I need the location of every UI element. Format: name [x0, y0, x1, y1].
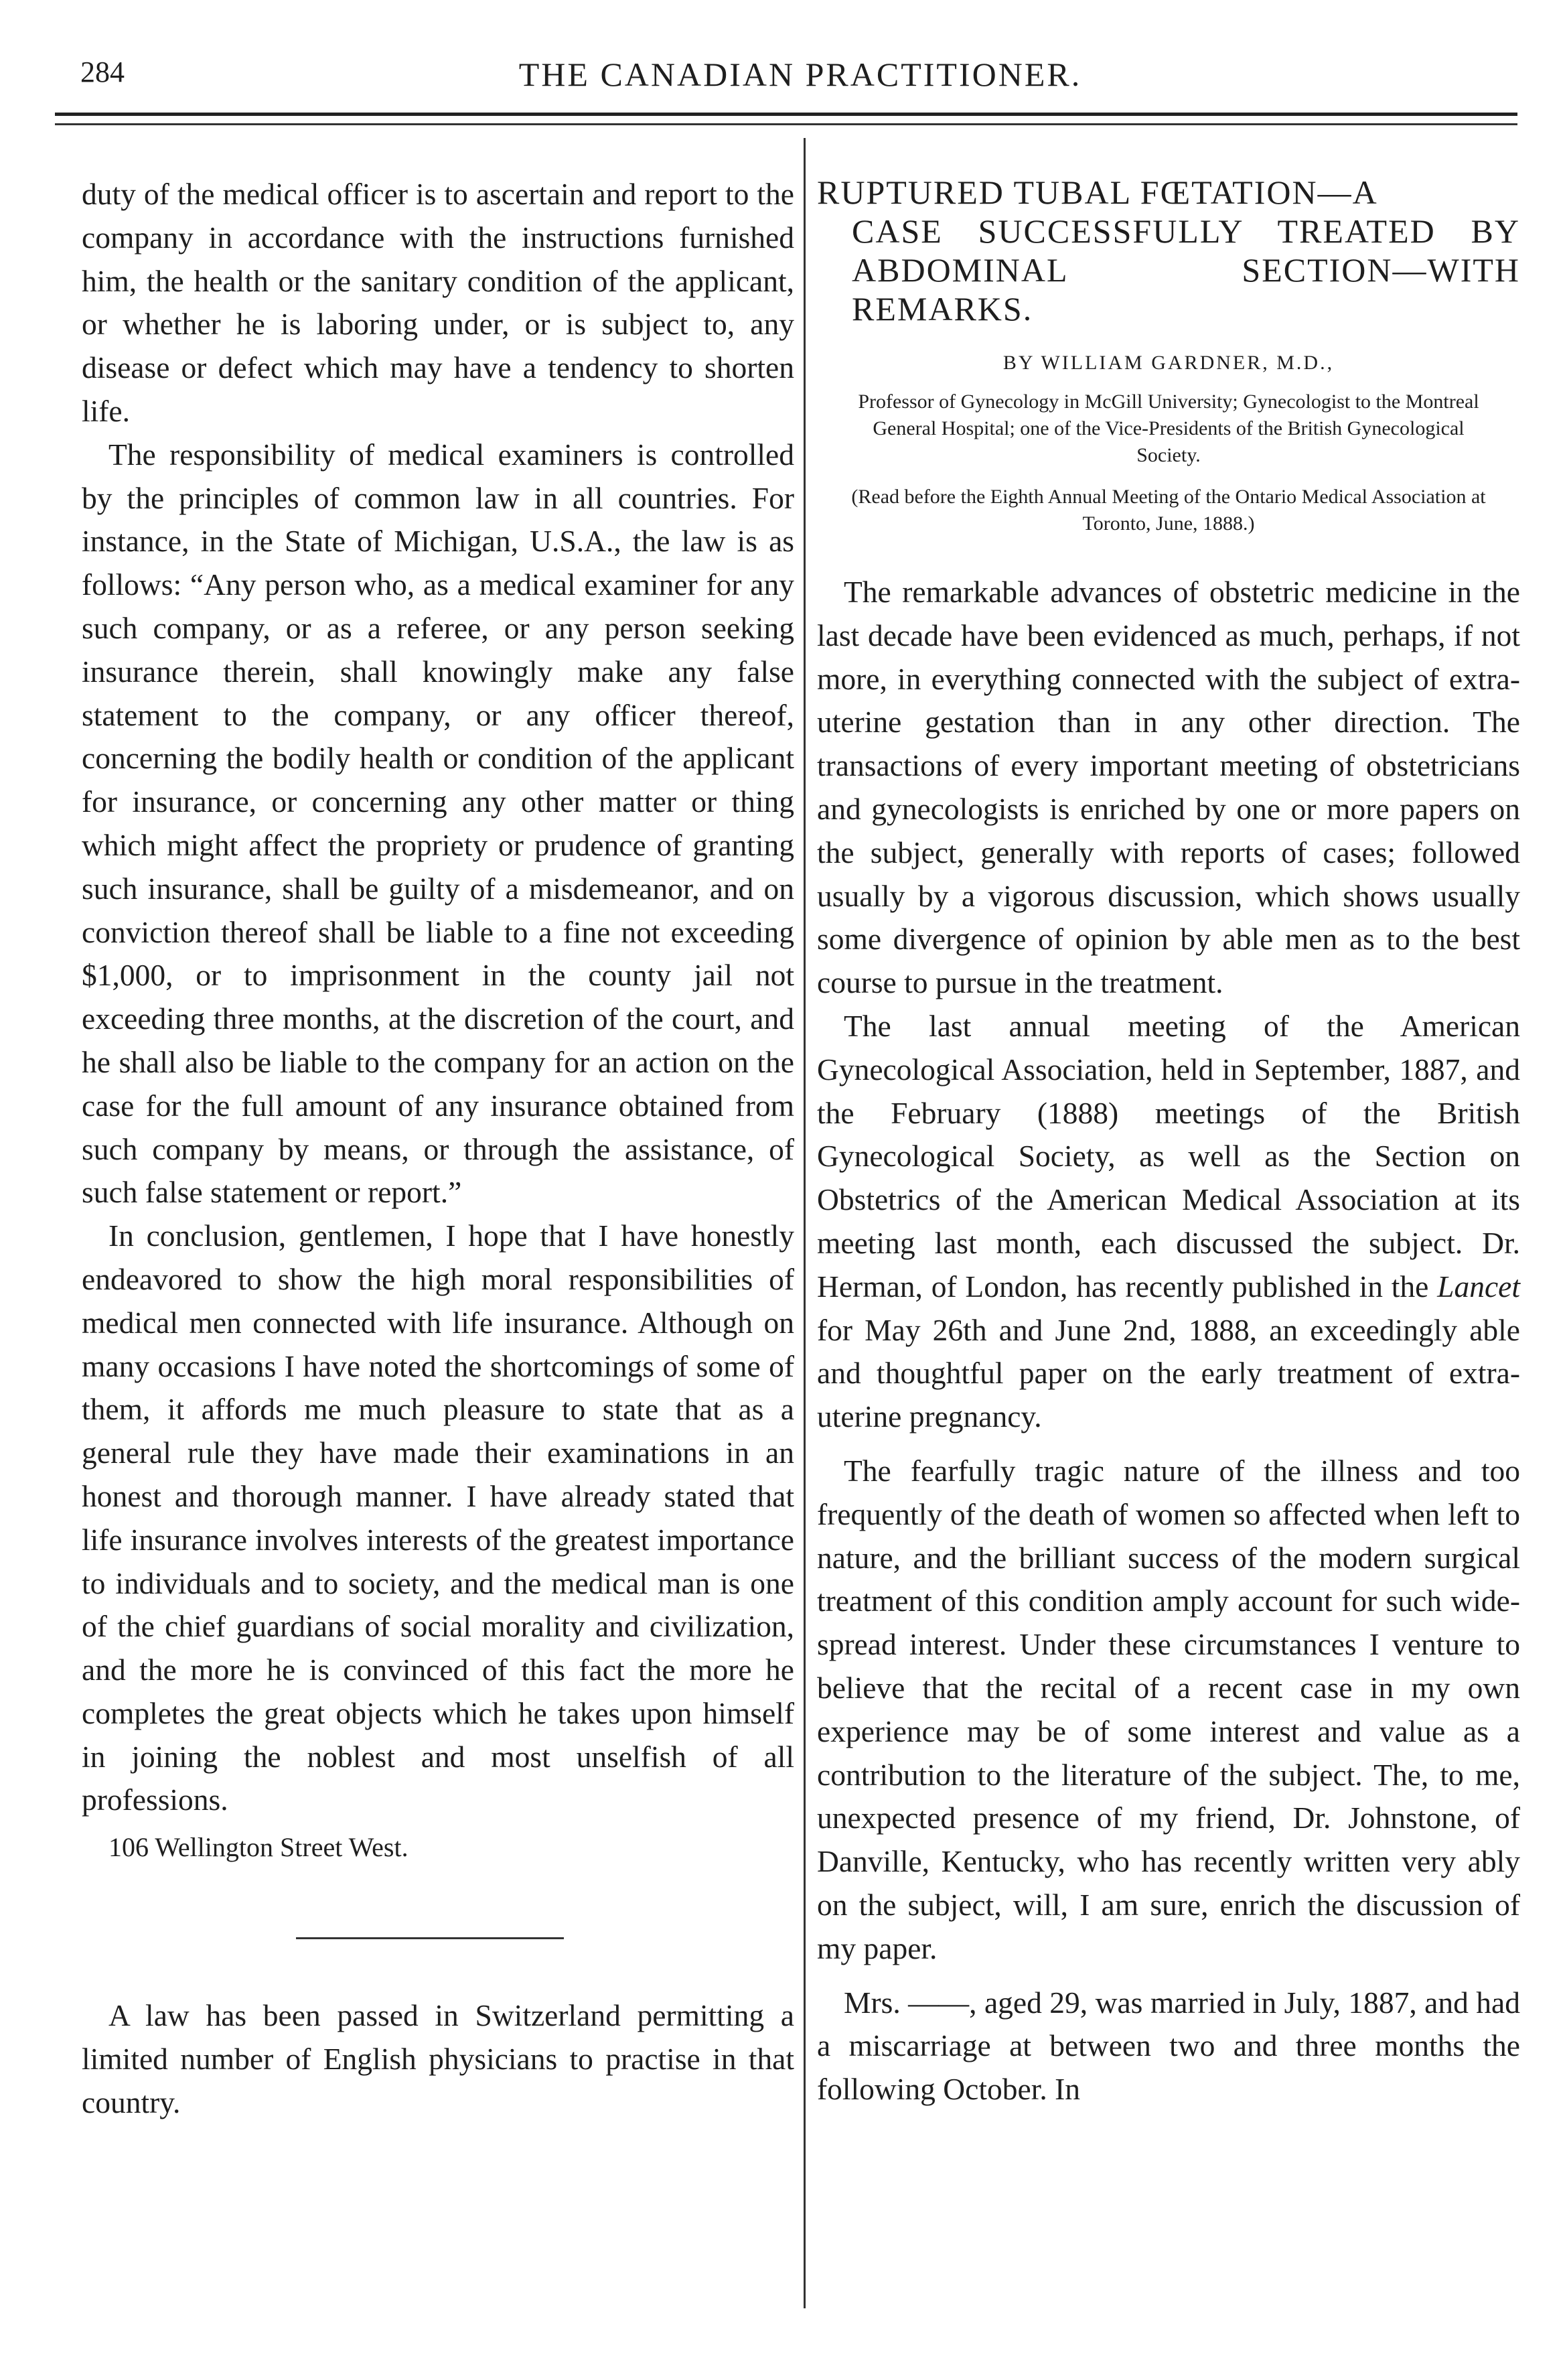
page-header [80, 55, 1520, 95]
right-paragraph-1: The remarkable advances of obstetric medicine in the last decade have been evidenced as much, perhaps, if not more, in everything connected with the subject of extra-uterine gestation than in any other direction. The transactions of every important meeting of obstetricians and gynecologists is enriched by one or more papers on the subject, generally with reports of cases; followed usually by a vigorous discussion, which shows usually some divergence of opinion by able men as to the best course to pursue in the treatment. [817, 575, 1520, 1000]
presentation-note: (Read before the Eighth Annual Meeting of the Ontario Medical Association at Toronto, June, 1888.) [851, 486, 1486, 535]
right-paragraph-3: The fearfully tragic nature of the illness and too frequently of the death of women so affected when left to nature, and the brilliant success of the modern surgical treatment of this condition amply account for such wide-spread interest. Under these circumstances I venture to believe that the recital of a recent case in my own experience may be of some interest and value as a contribution to the literature of the subject. The, to me, unexpected presence of my friend, Dr. Johnstone, of Danville, Kentucky, who has recently written very ably on the subject, will, I am sure, enrich the discussion of my paper. [817, 1453, 1520, 1965]
right-paragraph-2-part-a: The last annual meeting of the American Gynecological Association, held in September, 1887, and the February (1888) meetings of the British Gynecological Society, as well as the Section on Obstetrics of the American Medical Association at its meeting last month, each discussed the subject. Dr. Herman, of London, has recently published in the [817, 1008, 1520, 1304]
left-paragraph-3: In conclusion, gentlemen, I hope that I have honestly endeavored to show the high moral responsibilities of medical men connected with life insurance. Although on many occasions I have noted the shortcomings of some of them, it affords me much pleasure to state that as a general rule they have made their examinations in an honest and thorough manner. I have already stated that life insurance involves interests of the greatest importance to individuals and to society, and the medical man is one of the chief guardians of social morality and civilization, and the more he is convinced of this fact the more he completes the great objects which he takes upon himself in joining the noblest and most unselfish of all professions. [82, 1218, 794, 1817]
left-column [82, 173, 794, 2125]
column-divider [804, 138, 806, 2308]
article-body [817, 571, 1520, 2111]
article-title-line-1: RUPTURED TUBAL FŒTATION—A [817, 173, 1378, 211]
article-title [817, 173, 1520, 328]
running-title: THE CANADIAN PRACTITIONER. [518, 56, 1082, 93]
left-paragraph-2: The responsibility of medical examiners is controlled by the principles of common law in all countries. For instance, in the State of Michigan, U.S.A., the law is as follows: “Any person who, as a medical examiner for any such company, or as a referee, or any person seeking insurance therein, shall knowingly make any false statement to the company, or any officer thereof, concerning the bodily health or condition of the applicant for insurance, or concerning any other matter or thing which might affect the propriety or prudence of granting such insurance, shall be guilty of a misdemeanor, and on conviction thereof shall be liable to a fine not exceeding $1,000, or to imprisonment in the county jail not exceeding three months, at the discretion of the court, and he shall also be liable to the company for an action on the case for the full amount of any insurance obtained from such company by means, or through the assistance, of such false statement or report.” [82, 437, 794, 1210]
section-separator [296, 1937, 564, 1939]
right-paragraph-2 [817, 1005, 1520, 1439]
header-rule-secondary [55, 123, 1517, 125]
news-note: A law has been passed in Switzerland permitting a limited number of English physicians to practise in that country. [82, 1998, 794, 2119]
right-paragraph-2-part-b: for May 26th and June 2nd, 1888, an exceedingly able and thoughtful paper on the early treatment of extra-uterine pregnancy. [817, 1312, 1520, 1434]
left-paragraph-1: duty of the medical officer is to ascertain and report to the company in accordance with the instructions furnished him, the health or the sanitary condition of the applicant, or whether he is laboring under, or is subject to, any disease or defect which may have a tendency to shorten life. [82, 177, 794, 428]
author-affiliation: Professor of Gynecology in McGill University; Gynecologist to the Montreal General Hospital; one of the Vice-Presidents of the British Gynecological Society. [858, 391, 1479, 466]
header-rule [55, 113, 1517, 116]
right-paragraph-4: Mrs. ——, aged 29, was married in July, 1887, and had a miscarriage at between two and three months the following October. In [817, 1985, 1520, 2107]
article-author: BY WILLIAM GARDNER, M.D., [1002, 352, 1335, 374]
journal-name: Lancet [1437, 1269, 1520, 1304]
author-address: 106 Wellington Street West. [108, 1832, 408, 1863]
page-number: 284 [80, 56, 125, 88]
article-title-continuation: CASE SUCCESSFULLY TREATED BY ABDOMINAL SECTION—WITH REMARKS. [852, 212, 1520, 328]
right-column [817, 173, 1520, 2111]
